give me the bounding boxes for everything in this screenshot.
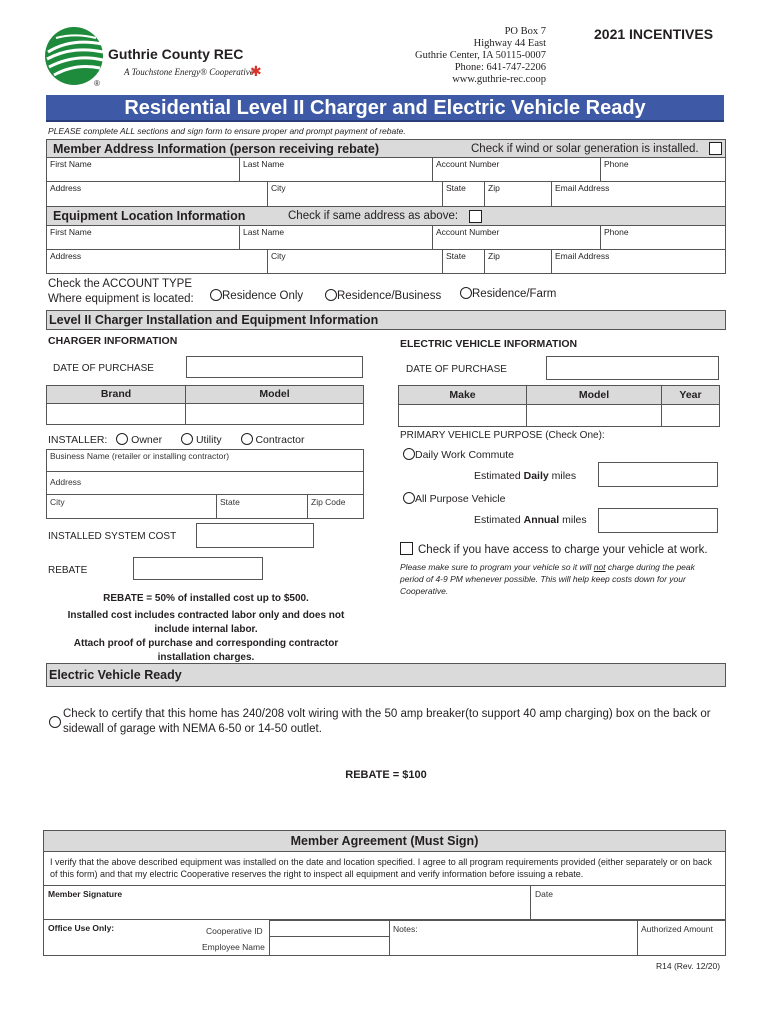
office-use-label: Office Use Only: <box>48 923 115 933</box>
equipment-row-2 <box>46 250 726 274</box>
year-header: Year <box>679 389 702 401</box>
ev-model-header: Model <box>578 389 610 401</box>
logo-tagline: A Touchstone Energy® Cooperative <box>124 67 254 77</box>
rebate-note: REBATE = 50% of installed cost up to $500. <box>103 593 309 604</box>
coop-logo <box>44 26 284 88</box>
equipment-last-name-field[interactable]: Last Name <box>243 227 285 237</box>
radio-all-purpose[interactable] <box>403 492 415 504</box>
vehicle-purpose-label: PRIMARY VEHICLE PURPOSE (Check One): <box>400 430 605 441</box>
member-last-name-field[interactable]: Last Name <box>243 159 285 169</box>
radio-installer-utility[interactable] <box>181 433 193 445</box>
signature-date-field[interactable]: Date <box>530 885 726 920</box>
ev-date-label: DATE OF PURCHASE <box>406 364 507 375</box>
cooperative-id-label: Cooperative ID <box>206 926 263 936</box>
radio-installer-owner[interactable] <box>116 433 128 445</box>
level2-heading: Level II Charger Installation and Equipment Information <box>49 313 379 327</box>
est-annual-input[interactable] <box>598 508 718 533</box>
radio-daily-commute[interactable] <box>403 448 415 460</box>
form-revision: R14 (Rev. 12/20) <box>656 961 721 971</box>
equipment-zip-field[interactable]: Zip <box>488 251 500 261</box>
model-header: Model <box>259 388 290 400</box>
coop-address: PO Box 7 Highway 44 East Guthrie Center, IA 50115-0007 Phone: 641-747-2206 www.guthrie-rec.coop <box>415 26 546 85</box>
radio-ev-ready-certify[interactable] <box>49 716 61 728</box>
account-type-residence-business[interactable]: Residence/Business <box>325 289 441 302</box>
wind-solar-label: Check if wind or solar generation is installed. <box>471 143 699 155</box>
installed-cost-label: INSTALLED SYSTEM COST <box>48 531 177 542</box>
authorized-amount-field[interactable]: Authorized Amount <box>637 920 726 956</box>
est-daily-input[interactable] <box>598 462 718 487</box>
work-access-checkbox[interactable] <box>400 542 413 555</box>
ev-info-heading: ELECTRIC VEHICLE INFORMATION <box>400 338 578 350</box>
member-section-header <box>46 139 726 158</box>
instructions: PLEASE complete ALL sections and sign form to ensure proper and prompt payment of rebate. <box>48 126 406 136</box>
member-heading: Member Address Information (person receiving rebate) <box>53 142 380 156</box>
brand-header: Brand <box>100 388 132 400</box>
member-row-1 <box>46 158 726 182</box>
page-title: Residential Level II Charger and Electric Vehicle Ready <box>124 97 646 119</box>
equipment-row-1 <box>46 226 726 250</box>
ev-ready-certify-text: Check to certify that this home has 240/208 volt wiring with the 50 amp breaker(to support 40 amp charging) box on the back or sidewall of garage with NEMA 6-50 or 14-50 outlet. <box>63 708 711 735</box>
business-name-field[interactable]: Business Name (retailer or installing contractor) <box>46 449 364 472</box>
make-header: Make <box>449 389 476 401</box>
equipment-phone-field[interactable]: Phone <box>604 227 629 237</box>
level2-section-header <box>46 310 726 330</box>
ev-make-model-table <box>398 385 720 427</box>
cooperative-id-input[interactable] <box>269 920 390 937</box>
agreement-box <box>43 830 726 956</box>
member-email-field[interactable]: Email Address <box>555 183 610 193</box>
installer-row: INSTALLER: Owner Utility Contractor <box>48 434 305 446</box>
ev-ready-section-header <box>46 663 726 687</box>
equipment-first-name-field[interactable]: First Name <box>50 227 92 237</box>
wind-solar-checkbox[interactable] <box>709 142 722 155</box>
installed-cost-input[interactable] <box>196 523 314 548</box>
installer-state-field[interactable]: State <box>216 494 308 519</box>
equipment-section-header <box>46 206 726 226</box>
year-input[interactable] <box>661 404 720 427</box>
member-account-number-field[interactable]: Account Number <box>436 159 500 169</box>
member-row-2 <box>46 182 726 207</box>
rebate-input[interactable] <box>133 557 263 580</box>
logo-name: Guthrie County REC <box>108 46 244 62</box>
equipment-account-number-field[interactable]: Account Number <box>436 227 500 237</box>
registered-icon: ® <box>94 79 100 88</box>
equipment-city-field[interactable]: City <box>271 251 286 261</box>
employee-name-label: Employee Name <box>202 942 265 952</box>
account-type-label: Check the ACCOUNT TYPE Where equipment is located: <box>48 278 194 305</box>
daily-commute-option[interactable]: Daily Work Commute <box>403 448 514 461</box>
equipment-heading: Equipment Location Information <box>53 209 246 223</box>
equipment-state-field[interactable]: State <box>446 251 466 261</box>
member-address-field[interactable]: Address <box>50 183 82 193</box>
installed-cost-note: Installed cost includes contracted labor only and does not include internal labor. <box>67 610 345 635</box>
office-notes-field[interactable]: Notes: <box>389 920 638 956</box>
ev-model-input[interactable] <box>526 404 662 427</box>
equipment-address-field[interactable]: Address <box>50 251 82 261</box>
rebate-label: REBATE <box>48 565 88 576</box>
same-address-label: Check if same address as above: <box>288 210 459 222</box>
radio-residence-business[interactable] <box>325 289 337 301</box>
ev-date-input[interactable] <box>546 356 719 380</box>
model-input[interactable] <box>185 403 364 425</box>
work-access-row: Check if you have access to charge your vehicle at work. <box>400 542 708 556</box>
member-zip-field[interactable]: Zip <box>488 183 500 193</box>
est-daily-label: Estimated Daily miles <box>474 470 577 482</box>
account-type-residence-farm[interactable]: Residence/Farm <box>460 287 556 300</box>
installer-business-table <box>46 449 364 519</box>
radio-residence-only[interactable] <box>210 289 222 301</box>
account-type-residence-only[interactable]: Residence Only <box>210 289 303 302</box>
program-note: Please make sure to program your vehicle so it will not charge during the peak period of 4-9 PM whenever possible. This will help keep costs down for your Cooperative. <box>400 562 695 596</box>
member-first-name-field[interactable]: First Name <box>50 159 92 169</box>
radio-residence-farm[interactable] <box>460 287 472 299</box>
employee-name-input[interactable] <box>269 936 390 956</box>
proof-note: Attach proof of purchase and corresponding contractor installation charges. <box>73 638 339 663</box>
radio-installer-contractor[interactable] <box>241 433 253 445</box>
make-input[interactable] <box>398 404 527 427</box>
installer-address-field[interactable]: Address <box>46 471 364 495</box>
year-badge: 2021 INCENTIVES <box>594 26 714 42</box>
installer-city-field[interactable]: City <box>46 494 217 519</box>
ev-ready-rebate: REBATE = $100 <box>345 769 427 781</box>
all-purpose-option[interactable]: All Purpose Vehicle <box>403 492 505 505</box>
brand-input[interactable] <box>46 403 186 425</box>
agreement-heading: Member Agreement (Must Sign) <box>290 834 479 848</box>
installer-zip-field[interactable]: Zip Code <box>307 494 364 519</box>
est-annual-label: Estimated Annual miles <box>474 514 587 526</box>
ev-ready-certify-row <box>46 707 726 737</box>
equipment-email-field[interactable]: Email Address <box>555 251 610 261</box>
touchstone-icon: ✱ <box>250 63 262 79</box>
charger-brand-model-table <box>46 385 364 425</box>
agreement-text: I verify that the above described equipment was installed on the date and location specified. I agree to all program requirements provided (either separately or on back of this form) and that my electric Cooperative reserves the right to inspect all equipment and verify information before issuing a rebate. <box>50 857 712 879</box>
member-phone-field[interactable]: Phone <box>604 159 629 169</box>
charger-date-label: DATE OF PURCHASE <box>53 363 154 374</box>
member-state-field[interactable]: State <box>446 183 466 193</box>
title-banner <box>46 95 724 122</box>
charger-date-input[interactable] <box>186 356 363 378</box>
same-address-checkbox[interactable] <box>469 210 482 223</box>
member-signature-field[interactable]: Member Signature <box>43 885 531 920</box>
member-city-field[interactable]: City <box>271 183 286 193</box>
ev-ready-heading: Electric Vehicle Ready <box>49 668 182 682</box>
charger-info-heading: CHARGER INFORMATION <box>48 335 178 347</box>
